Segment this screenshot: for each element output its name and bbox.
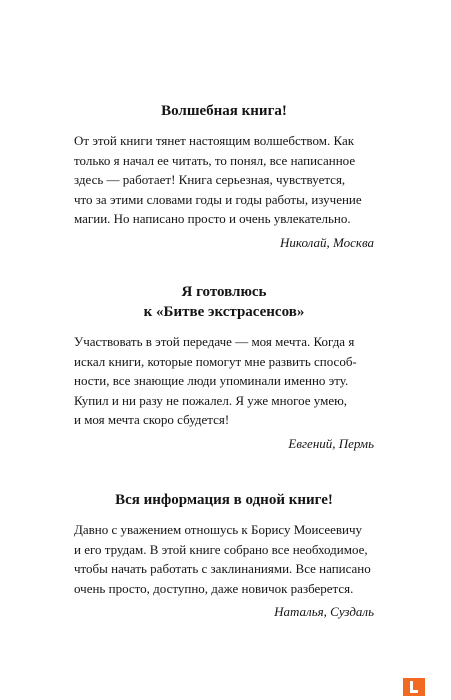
review-title-line: Волшебная книга!: [161, 103, 287, 119]
review-text-line: только я начал ее читать, то понял, все написанное: [74, 152, 356, 168]
review-text-line: и моя мечта скоро сбудется!: [74, 412, 230, 427]
review-text-line: и его трудам. В этой книге собрано все необходимое,: [74, 541, 368, 557]
review-text: [74, 332, 374, 430]
review-text-line: Давно с уважением отношусь к Борису Моисеевичу: [74, 522, 363, 537]
review-text-line: Купил и ни разу не пожалел. Я уже многое умею,: [74, 392, 348, 408]
review-title-line: Я готовлюсь: [181, 284, 267, 300]
review-title: [74, 490, 374, 510]
review-text-line: магии. Но написано просто и очень увлекательно.: [74, 211, 351, 226]
review-author: Евгений, Пермь: [288, 435, 374, 451]
review-title-line: Вся информация в одной книге!: [115, 492, 333, 508]
review-text-line: чтобы начать работать с заклинаниями. Все написано: [74, 561, 371, 576]
review-text-line: что за этими словами годы и годы работы, изучение: [74, 191, 362, 207]
review-text-line: очень просто, доступно, даже новичок разберется.: [74, 580, 354, 596]
review-author: Николай, Москва: [279, 234, 374, 250]
review-2: [74, 282, 374, 453]
review-author: Наталья, Суздаль: [274, 604, 374, 619]
review-text: [74, 520, 374, 598]
review-text: [74, 131, 374, 229]
review-text-line: искал книги, которые помогут мне развить способ-: [74, 353, 357, 369]
review-3: [74, 490, 374, 622]
review-title-line: к «Битве экстрасенсов»: [143, 304, 305, 320]
publisher-logo-icon: [403, 678, 425, 696]
review-text-line: От этой книги тянет настоящим волшебством. Как: [74, 133, 355, 148]
review-title: [74, 101, 374, 121]
review-title: [74, 282, 374, 322]
review-text-line: здесь — работает! Книга серьезная, чувствуется,: [74, 172, 346, 187]
review-1: [74, 101, 374, 252]
review-text-line: Участвовать в этой передаче — моя мечта. Когда я: [74, 334, 355, 349]
review-text-line: ности, все знающие люди упоминали именно эту.: [74, 373, 349, 388]
